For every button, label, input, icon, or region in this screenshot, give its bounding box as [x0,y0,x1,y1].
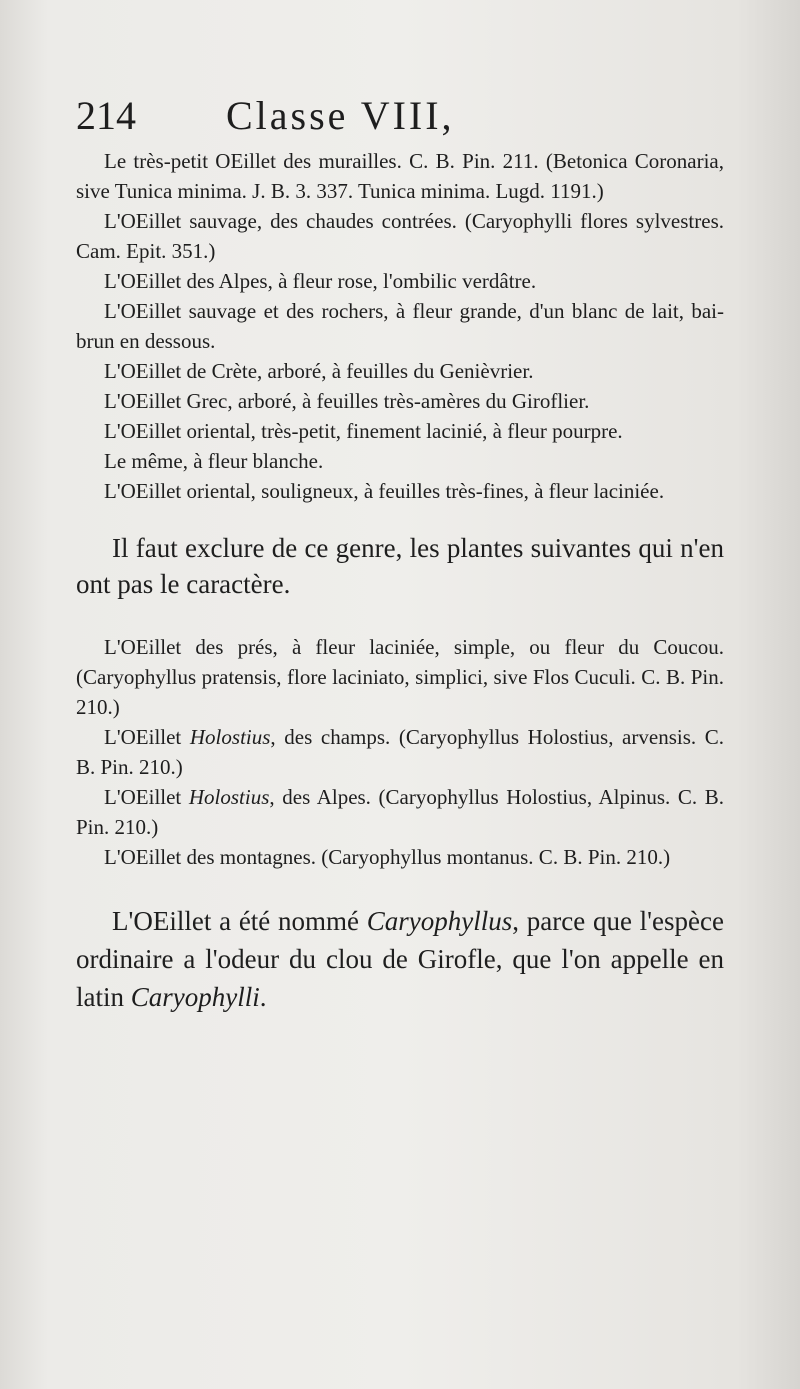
list-item: L'OEillet oriental, souligneux, à feuilles très-fines, à fleur laciniée. [104,479,665,503]
list-item: L'OEillet oriental, très-petit, finement lacinié, à fleur pourpre. [104,419,623,443]
latin-term-italic: Caryophyllus [366,906,513,936]
species-name-italic: Holostius [189,725,271,749]
body-text [76,146,724,1016]
note-text: L'OEillet a été nommé [112,906,367,936]
list-item: L'OEillet Grec, arboré, à feuilles très-amères du Giroflier. [104,389,590,413]
entry-text: , des Alpes. (Caryophyllus Holostius, Alpinus. C. B. Pin. 210.) [76,785,725,839]
species-name-italic: Holostius [188,785,270,809]
list-item: Le très-petit OEillet des murailles. C. B. Pin. 211. (Betonica Coronaria, sive Tunica minima. J. B. 3. 337. Tunica minima. Lugd. 1191.) [76,149,724,203]
note-text: , parce que l'espèce ordinaire a l'odeur du clou de Girofle, que l'on appelle en latin [76,906,724,1012]
page-number: 214 [76,93,136,138]
naming-note [76,902,724,1016]
list-item: L'OEillet de Crète, arboré, à feuilles du Genièvrier. [104,359,534,383]
list-item [76,722,724,782]
list-item: L'OEillet des prés, à fleur laciniée, simple, ou fleur du Coucou. (Caryophyllus pratensis, flore laciniato, simplici, sive Flos Cuculi. C. B. Pin. 210.) [76,635,724,719]
list-item: Le même, à fleur blanche. [104,449,324,473]
entry-text: , des champs. (Caryophyllus Holostius, arvensis. C. B. Pin. 210.) [76,725,724,779]
entry-list-included [76,146,724,506]
list-item: L'OEillet des Alpes, à fleur rose, l'ombilic verdâtre. [104,269,537,293]
note-text: . [259,982,267,1012]
list-item: L'OEillet sauvage et des rochers, à fleur grande, d'un blanc de lait, bai-brun en dessous. [76,299,724,353]
entry-text: L'OEillet [104,785,189,809]
latin-term-italic: Caryophylli [130,982,260,1012]
entry-list-excluded [76,632,724,872]
entry-text: L'OEillet [104,725,190,749]
list-item: L'OEillet des montagnes. (Caryophyllus montanus. C. B. Pin. 210.) [104,845,671,869]
list-item: L'OEillet sauvage, des chaudes contrées. (Caryophylli flores sylvestres. Cam. Epit. 351.) [76,209,724,263]
running-title: Classe VIII, [226,93,455,138]
page-header [76,88,736,144]
exclusion-note: Il faut exclure de ce genre, les plantes suivantes qui n'en ont pas le caractère. [76,533,724,599]
list-item [76,782,724,842]
